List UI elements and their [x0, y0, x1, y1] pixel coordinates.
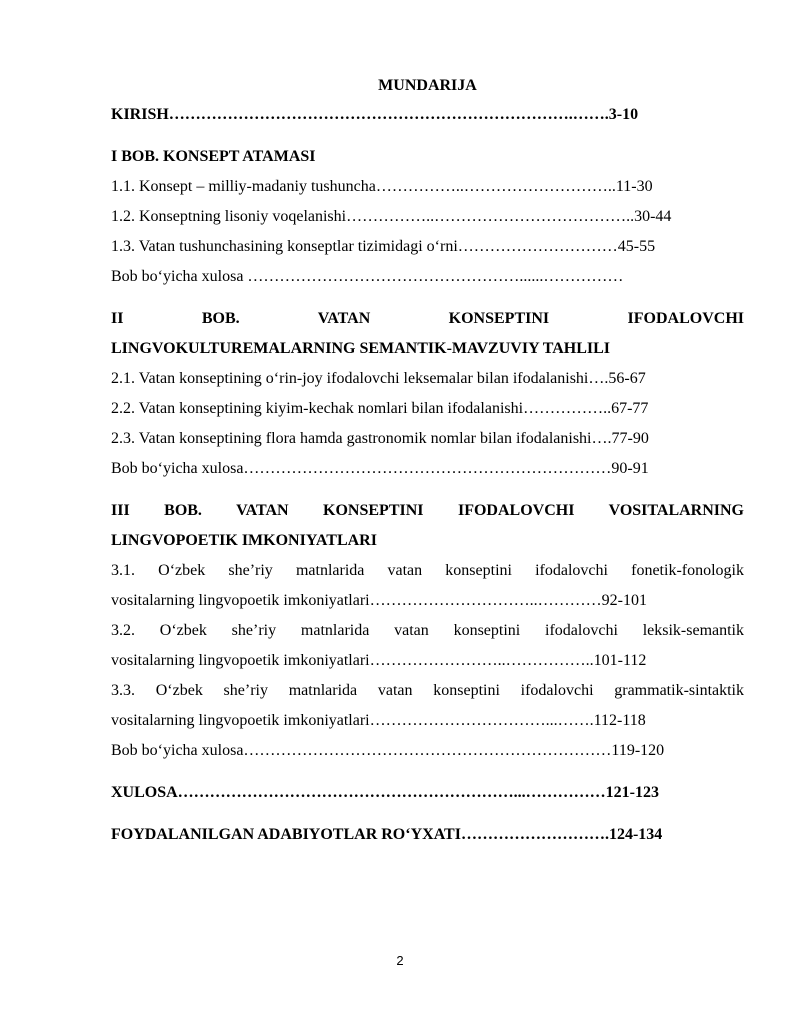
toc-bibliography: FOYDALANILGAN ADABIYOTLAR RO‘YXATI……………………….124-134	[111, 826, 663, 843]
toc-item-2-1: 2.1. Vatan konseptining o‘rin-joy ifodalovchi leksemalar bilan ifodalanishi….56-67	[111, 370, 646, 387]
toc-item-2-2: 2.2. Vatan konseptining kiyim-kechak nomlari bilan ifodalanishi……………..67-77	[111, 400, 649, 417]
chapter-3-heading-line1: III BOB. VATAN KONSEPTINI IFODALOVCHI VOSITALARNING	[111, 502, 744, 519]
chapter-2-heading-line2: LINGVOKULTUREMALARNING SEMANTIK-MAVZUVIY TAHLILI	[111, 340, 611, 357]
toc-item-3-2-line2: vositalarning lingvopoetik imkoniyatlari……………………..……………..101-112	[111, 652, 647, 669]
toc-item-3-1-line1: 3.1. O‘zbek she’riy matnlarida vatan konseptini ifodalovchi fonetik-fonologik	[111, 562, 744, 579]
toc-item-2-summary: Bob bo‘yicha xulosa……………………………………………………………90-91	[111, 460, 649, 477]
toc-item-3-1-line2: vositalarning lingvopoetik imkoniyatlari…………………………..…………92-101	[111, 592, 647, 609]
toc-item-3-3-line1: 3.3. O‘zbek she’riy matnlarida vatan konseptini ifodalovchi grammatik-sintaktik	[111, 682, 744, 699]
toc-title: MUNDARIJA	[378, 77, 477, 94]
toc-item-3-3-line2: vositalarning lingvopoetik imkoniyatlari……………………………...…….112-118	[111, 712, 646, 729]
toc-item-1-3: 1.3. Vatan tushunchasining konseptlar tizimidagi o‘rni…………………………45-55	[111, 238, 656, 255]
chapter-3-heading-line2: LINGVOPOETIK IMKONIYATLARI	[111, 532, 377, 549]
table-of-contents	[111, 72, 744, 850]
chapter-1-heading: I BOB. KONSEPT ATAMASI	[111, 148, 316, 165]
toc-item-1-2: 1.2. Konseptning lisoniy voqelanishi……………..………………………………..30-44	[111, 208, 672, 225]
toc-kirish: KIRISH………………………………………………………………….…….3-10	[111, 106, 639, 123]
toc-item-1-1: 1.1. Konsept – milliy-madaniy tushuncha……………..………………………..11-30	[111, 178, 653, 195]
toc-item-3-summary: Bob bo‘yicha xulosa……………………………………………………………119-120	[111, 742, 665, 759]
chapter-2-heading-line1: II BOB. VATAN KONSEPTINI IFODALOVCHI	[111, 310, 744, 327]
toc-item-1-summary: Bob bo‘yicha xulosa ……………………………………………......……………	[111, 268, 624, 285]
page-number: 2	[396, 953, 404, 968]
toc-item-3-2-line1: 3.2. O‘zbek she’riy matnlarida vatan konseptini ifodalovchi leksik-semantik	[111, 622, 744, 639]
toc-xulosa: XULOSA………………………………………………………...……………121-123	[111, 784, 660, 801]
toc-item-2-3: 2.3. Vatan konseptining flora hamda gastronomik nomlar bilan ifodalanishi….77-90	[111, 430, 649, 447]
